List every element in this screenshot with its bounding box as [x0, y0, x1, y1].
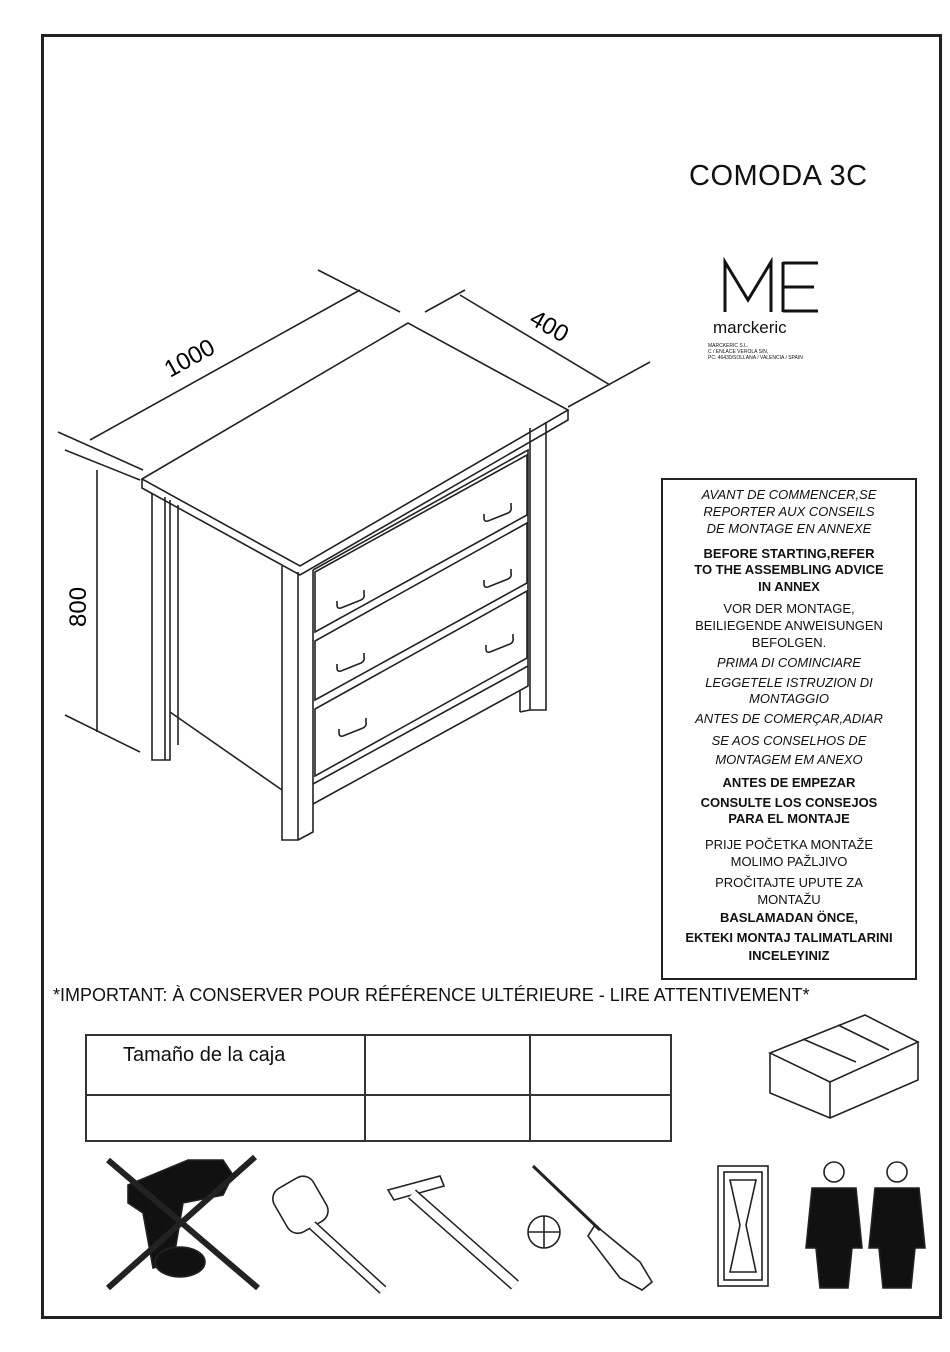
brand-address: MARCKERIC S.L. C / ENLACE VEROLA S/N, PC: 46430/SOLLANA / VALENCIA / SPAIN	[708, 343, 803, 361]
notice-line: PARA EL MONTAJE	[728, 811, 850, 826]
notice-line: PRIJE POČETKA MONTAŽE	[704, 837, 874, 852]
dim-height: 800	[65, 586, 92, 627]
important-note: *IMPORTANT: À CONSERVER POUR RÉFÉRENCE ULTÉRIEURE - LIRE ATTENTIVEMENT*	[53, 985, 810, 1005]
notice-line: PRIMA DI COMINCIARE	[717, 655, 861, 670]
notice-line: MONTAGEM EM ANEXO	[715, 752, 863, 767]
notice-line: ANTES DE COMERÇAR,ADIAR	[695, 711, 883, 726]
notice-line: REPORTER AUX CONSEILS	[703, 504, 875, 519]
notice-line: BEFORE STARTING,REFER	[703, 546, 875, 561]
notice-line: MONTAGGIO	[749, 691, 829, 706]
notice-line: IN ANNEX	[758, 579, 820, 594]
notice-line: BEILIEGENDE ANWEISUNGEN	[695, 618, 883, 633]
brand-name: marckeric	[713, 318, 787, 337]
notice-line: VOR DER MONTAGE,	[723, 601, 855, 616]
mallet-icon	[268, 1172, 383, 1290]
notice-line: EKTEKI MONTAJ TALIMATLARINI	[685, 930, 893, 945]
box-size-label: Tamaño de la caja	[123, 1044, 286, 1066]
notice-line: SE AOS CONSELHOS DE	[711, 733, 867, 748]
product-title: COMODA 3C	[689, 160, 868, 192]
power-drill-forbidden-icon	[108, 1157, 258, 1288]
hourglass-time-icon	[718, 1166, 768, 1286]
dim-depth: 400	[525, 304, 574, 349]
two-persons-icon	[806, 1162, 925, 1288]
phillips-screwdriver-icon	[528, 1166, 652, 1290]
notice-line: BASLAMADAN ÖNCE,	[720, 910, 858, 925]
notice-line: LEGGETELE ISTRUZION DI	[705, 675, 873, 690]
notice-line: ANTES DE EMPEZAR	[722, 775, 856, 790]
notice-line: DE MONTAGE EN ANNEXE	[706, 521, 872, 536]
notice-line: INCELEYINIZ	[748, 948, 830, 963]
notice-line: AVANT DE COMMENCER,SE	[701, 487, 877, 502]
notice-line: BEFOLGEN.	[751, 635, 827, 650]
notice-line: CONSULTE LOS CONSEJOS	[700, 795, 878, 810]
notice-line: PROČITAJTE UPUTE ZA	[715, 875, 863, 890]
hammer-icon	[388, 1176, 515, 1285]
notice-line: TO THE ASSEMBLING ADVICE	[694, 562, 884, 577]
dim-width: 1000	[159, 333, 220, 384]
notice-line: MONTAŽU	[757, 892, 821, 907]
package-box-icon	[770, 1015, 918, 1118]
notice-line: MOLIMO PAŽLJIVO	[730, 854, 848, 869]
